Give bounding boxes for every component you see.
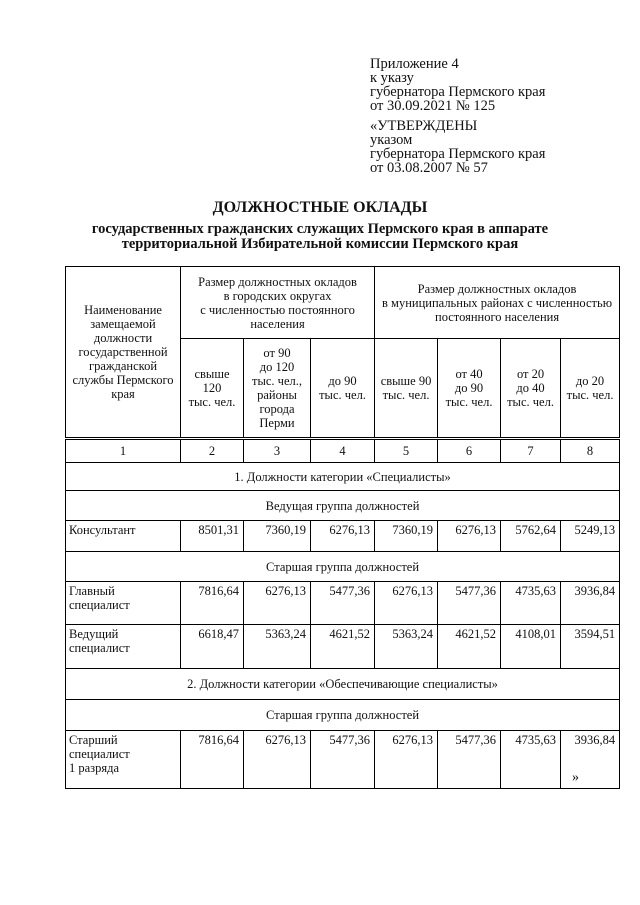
header-col-7: от 20 до 40 тыс. чел. [501,339,561,439]
section-heading: 1. Должности категории «Специалисты» [66,463,620,491]
column-number-row [66,439,620,463]
salary-value: 3594,51 [561,625,620,669]
salary-value: 6276,13 [244,582,311,625]
approved-line: губернатора Пермского края [370,146,546,162]
approved-line: указом [370,132,413,148]
section-row [66,463,620,491]
approved-line: «УТВЕРЖДЕНЫ [370,118,478,134]
section-heading: Старшая группа должностей [66,552,620,582]
document-title: ДОЛЖНОСТНЫЕ ОКЛАДЫ [212,199,428,216]
salary-value: 4735,63 [501,731,561,789]
salary-value: 7360,19 [375,521,438,552]
salary-value: 5249,13 [561,521,620,552]
column-number: 5 [375,439,438,463]
document-subtitle [0,222,640,252]
position-name: Ведущий специалист [66,625,181,669]
column-number: 2 [181,439,244,463]
section-heading: Ведущая группа должностей [66,491,620,521]
table-row [66,731,620,789]
salary-table [65,266,620,789]
salary-value: 4735,63 [501,582,561,625]
salary-value: 3936,84 [561,731,620,789]
salary-value: 6618,47 [181,625,244,669]
column-number: 6 [438,439,501,463]
section-row [66,552,620,582]
subtitle-line: территориальной Избирательной комиссии Пермского края [121,236,519,252]
salary-value: 5363,24 [244,625,311,669]
table-row [66,582,620,625]
column-number: 1 [66,439,181,463]
salary-value: 5477,36 [438,582,501,625]
closing-quote: » [572,770,579,785]
column-number: 3 [244,439,311,463]
column-number: 8 [561,439,620,463]
header-col-2: свыше 120 тыс. чел. [181,339,244,439]
annex-line: к указу [370,70,414,86]
approved-line: от 03.08.2007 № 57 [370,160,488,176]
salary-value: 5477,36 [438,731,501,789]
section-row [66,491,620,521]
salary-value: 6276,13 [438,521,501,552]
header-col-6: от 40 до 90 тыс. чел. [438,339,501,439]
salary-value: 5363,24 [375,625,438,669]
section-row [66,669,620,700]
table-row [66,521,620,552]
column-number: 4 [311,439,375,463]
salary-value: 6276,13 [375,582,438,625]
salary-value: 4621,52 [438,625,501,669]
header-urban-group: Размер должностных окладов в городских округах с численностью постоянного населения [181,267,375,339]
header-col-8: до 20 тыс. чел. [561,339,620,439]
annex-line: от 30.09.2021 № 125 [370,98,496,114]
annex-block [370,57,545,113]
salary-value: 5477,36 [311,582,375,625]
section-heading: Старшая группа должностей [66,700,620,731]
salary-value: 6276,13 [244,731,311,789]
salary-value: 8501,31 [181,521,244,552]
salary-value: 7360,19 [244,521,311,552]
header-col-4: до 90 тыс. чел. [311,339,375,439]
section-row [66,700,620,731]
header-position: Наименование замещаемой должности государственной гражданской службы Пермского края [66,267,181,439]
salary-value: 7816,64 [181,731,244,789]
header-col-3: от 90 до 120 тыс. чел., районы города Перми [244,339,311,439]
table-row [66,625,620,669]
position-name: Консультант [66,521,181,552]
position-name: Главный специалист [66,582,181,625]
salary-value: 4108,01 [501,625,561,669]
header-municipal-group: Размер должностных окладов в муниципальных районах с численностью постоянного населения [375,267,620,339]
salary-value: 6276,13 [375,731,438,789]
salary-value: 7816,64 [181,582,244,625]
salary-value: 3936,84 [561,582,620,625]
salary-value: 5762,64 [501,521,561,552]
annex-line: Приложение 4 [370,56,459,72]
header-col-5: свыше 90 тыс. чел. [375,339,438,439]
subtitle-line: государственных гражданских служащих Пермского края в аппарате [91,221,549,237]
salary-value: 4621,52 [311,625,375,669]
column-number: 7 [501,439,561,463]
annex-line: губернатора Пермского края [370,84,546,100]
salary-value: 6276,13 [311,521,375,552]
section-heading: 2. Должности категории «Обеспечивающие специалисты» [66,669,620,700]
position-name: Старший специалист 1 разряда [66,731,181,789]
approved-block [370,119,545,175]
salary-value: 5477,36 [311,731,375,789]
